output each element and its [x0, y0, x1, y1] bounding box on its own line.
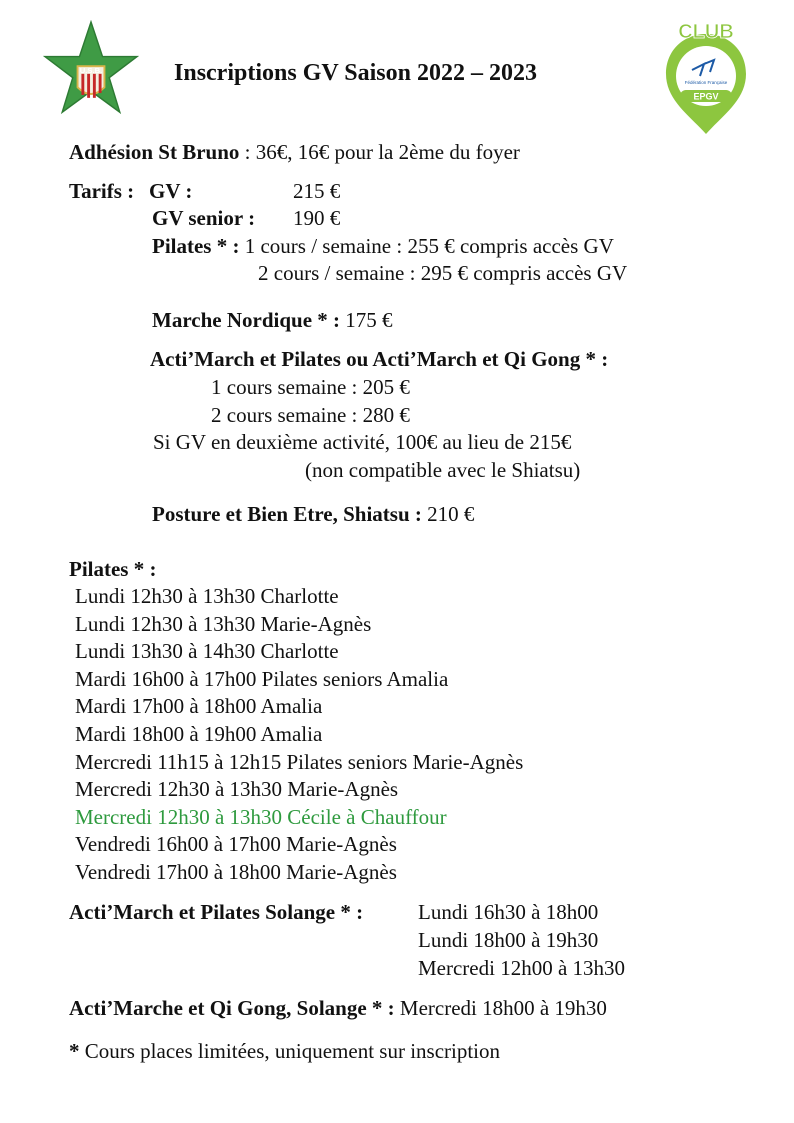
tarif-posture-shiatsu: Posture et Bien Etre, Shiatsu : 210 €: [152, 502, 475, 526]
pilates-item: Lundi 12h30 à 13h30 Charlotte: [75, 584, 339, 608]
adhesion-label: Adhésion St Bruno: [69, 140, 240, 164]
footnote: * Cours places limitées, uniquement sur inscription: [69, 1039, 501, 1063]
tarif-pilates-line1: Pilates * : 1 cours / semaine : 255 € compris accès GV: [152, 234, 614, 258]
club-epgv-logo: [660, 18, 752, 138]
tarifs-label: Tarifs :: [69, 179, 135, 203]
pilates-item-highlighted: Mercredi 12h30 à 13h30 Cécile à Chauffour: [75, 805, 447, 829]
pilates-item: Mardi 18h00 à 19h00 Amalia: [75, 722, 323, 746]
club-logo-text: CLUB: [678, 21, 734, 43]
pilates-item: Mardi 16h00 à 17h00 Pilates seniors Amalia: [75, 667, 449, 691]
usb-logo: [43, 20, 139, 120]
actimarch-pilates-slot: Lundi 16h30 à 18h00: [418, 900, 599, 924]
tarif-actimarch-line2: 2 cours semaine : 280 €: [211, 403, 410, 427]
tarif-gv-value: 215 €: [293, 179, 341, 203]
tarif-gv-senior-value: 190 €: [293, 206, 341, 230]
tarif-actimarch-heading: Acti’March et Pilates ou Acti’March et Qi Gong * :: [150, 347, 609, 371]
actimarche-qigong-line: Acti’Marche et Qi Gong, Solange * : Mercredi 18h00 à 19h30: [69, 996, 607, 1020]
tarif-gv-senior-label: GV senior :: [152, 206, 256, 230]
tarif-gv-label: GV :: [149, 179, 193, 203]
tarif-marche-nordique: Marche Nordique * : 175 €: [152, 308, 393, 332]
club-logo-federation: Fédération Française: [684, 80, 728, 85]
usb-logo-text: U.S.B.: [79, 65, 103, 75]
pilates-item: Mercredi 12h30 à 13h30 Marie-Agnès: [75, 777, 399, 801]
actimarch-pilates-slot: Mercredi 12h00 à 13h30: [418, 956, 626, 980]
tarif-pilates-line2: 2 cours / semaine : 295 € compris accès GV: [258, 261, 628, 285]
adhesion-value: : 36€, 16€ pour la 2ème du foyer: [239, 140, 520, 164]
adhesion-line: [69, 140, 520, 165]
pilates-item: Mercredi 11h15 à 12h15 Pilates seniors Marie-Agnès: [75, 750, 524, 774]
pilates-item: Lundi 12h30 à 13h30 Marie-Agnès: [75, 612, 372, 636]
actimarch-pilates-label: Acti’March et Pilates Solange * :: [69, 900, 364, 924]
pilates-heading: Pilates * :: [69, 557, 157, 581]
tarif-actimarch-line1: 1 cours semaine : 205 €: [211, 375, 410, 399]
tarif-actimarch-line3: Si GV en deuxième activité, 100€ au lieu de 215€: [153, 430, 572, 454]
tarif-actimarch-line4: (non compatible avec le Shiatsu): [305, 458, 581, 482]
pilates-item: Vendredi 16h00 à 17h00 Marie-Agnès: [75, 832, 397, 856]
pilates-item: Vendredi 17h00 à 18h00 Marie-Agnès: [75, 860, 397, 884]
pilates-item: Mardi 17h00 à 18h00 Amalia: [75, 694, 323, 718]
club-logo-epgv: EPGV: [693, 91, 719, 102]
pilates-item: Lundi 13h30 à 14h30 Charlotte: [75, 639, 339, 663]
page-title: Inscriptions GV Saison 2022 – 2023: [174, 60, 537, 86]
actimarch-pilates-slot: Lundi 18h00 à 19h30: [418, 928, 599, 952]
